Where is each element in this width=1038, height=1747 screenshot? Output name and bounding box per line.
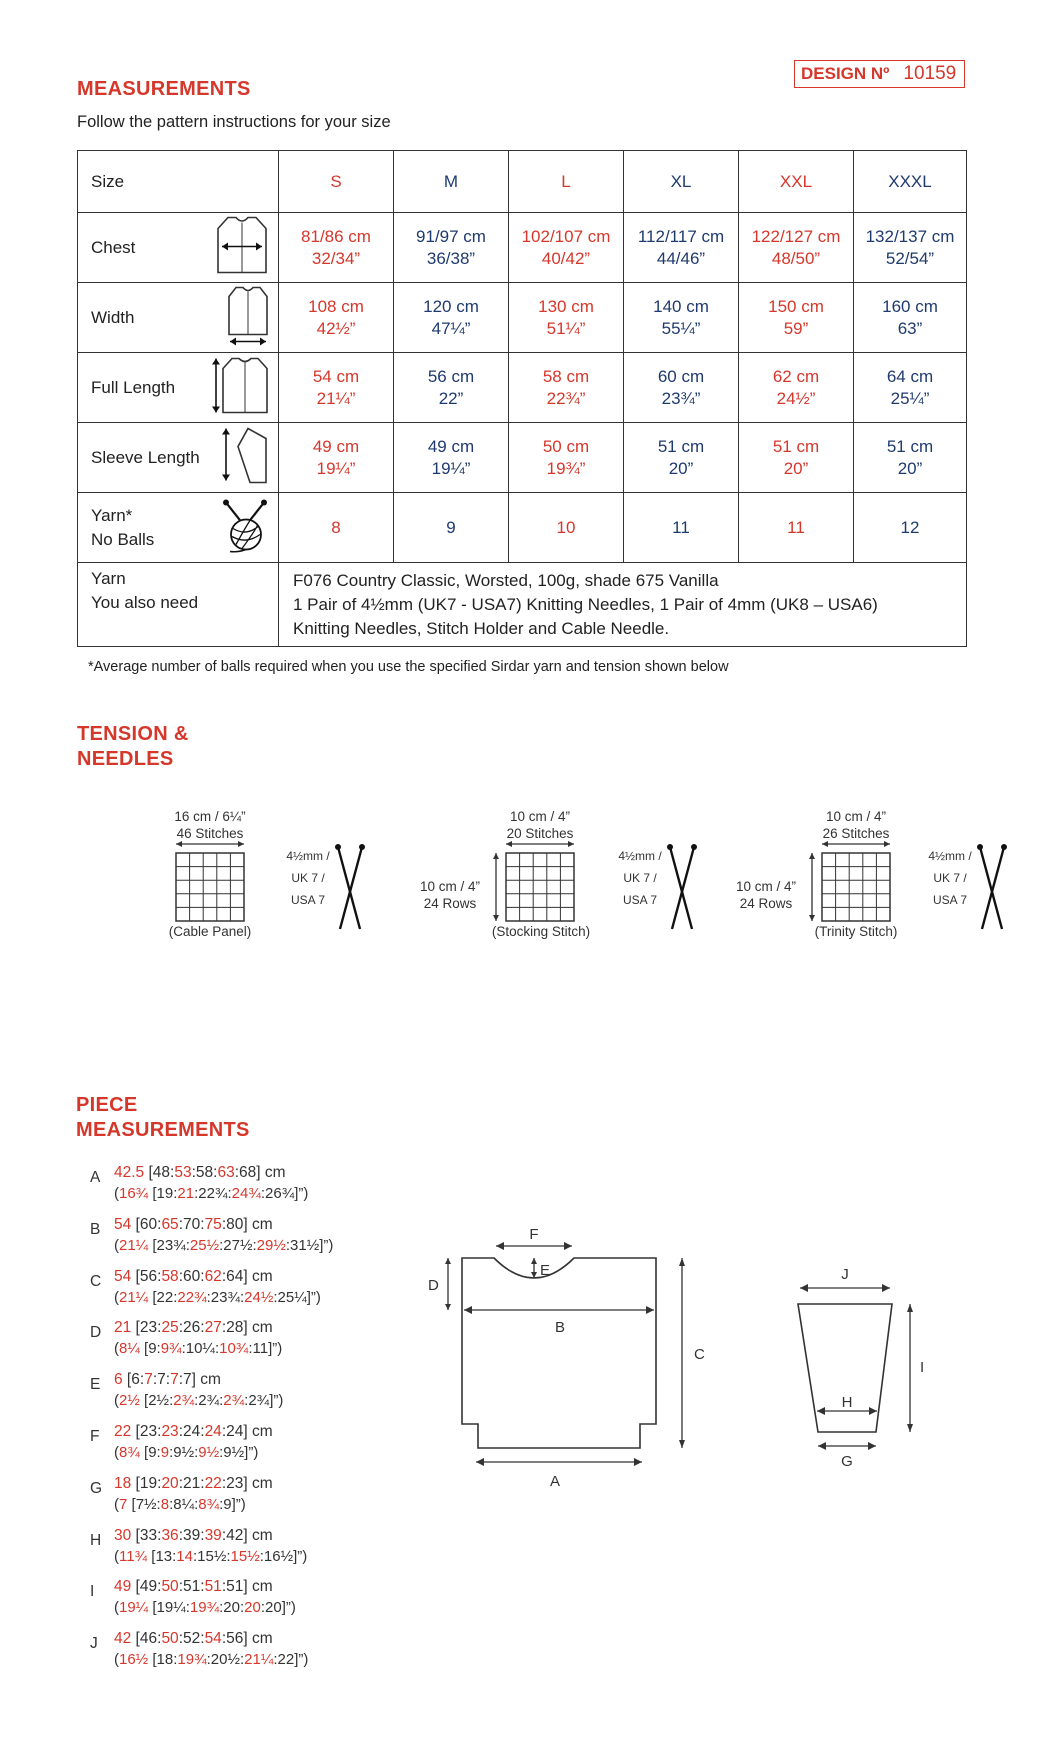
width-l: 130 cm 51¼” <box>509 283 624 353</box>
piece-cm-values: 6 [6:7:7:7:7] cm <box>114 1371 221 1389</box>
sleeve-length-row <box>78 423 967 493</box>
size-label: Size <box>78 151 279 213</box>
chest-l: 102/107 cm 40/42” <box>509 213 624 283</box>
piece-inch-values: (21¼ [22:22¾:23¾:24½:25¼]”) <box>114 1288 321 1306</box>
label-J: J <box>841 1266 849 1283</box>
size-s: S <box>279 151 394 213</box>
swatch-stocking-caption: (Stocking Stitch) <box>491 924 591 939</box>
sleeve-garment-icon <box>220 424 270 491</box>
chest-label: Chest <box>78 213 279 283</box>
body-piece-diagram <box>420 1226 720 1516</box>
swatch-trinity-side-label: 10 cm / 4” 24 Rows <box>735 879 797 911</box>
piece-cm-values: 30 [33:36:39:39:42] cm <box>114 1526 273 1544</box>
piece-measurement-d <box>90 1318 410 1370</box>
swatch-cable-top-label: 16 cm / 6¼” 46 Stitches <box>174 809 246 841</box>
swatch-trinity-grid <box>806 841 896 933</box>
balls-s: 8 <box>279 493 394 563</box>
piece-letter: J <box>90 1635 98 1653</box>
piece-measurement-g <box>90 1474 410 1526</box>
piece-letter: H <box>90 1531 102 1549</box>
piece-inch-values: (21¼ [23¾:25½:27½:29½:31½]”) <box>114 1236 334 1254</box>
piece-measurement-h <box>90 1526 410 1578</box>
width-m: 120 cm 47¼” <box>394 283 509 353</box>
measurements-subtitle: Follow the pattern instructions for your size <box>77 113 391 131</box>
swatch-trinity-top-label: 10 cm / 4” 26 Stitches <box>822 809 890 841</box>
swatch-cable-grid <box>170 841 250 933</box>
piece-inch-values: (16½ [18:19¾:20½:21¼:22]”) <box>114 1651 309 1669</box>
piece-letter: C <box>90 1272 102 1290</box>
label-C: C <box>694 1346 705 1363</box>
piece-cm-values: 42.5 [48:53:58:63:68] cm <box>114 1164 286 1181</box>
piece-cm-values: 54 [56:58:60:62:64] cm <box>114 1267 273 1285</box>
design-number: 10159 <box>903 63 957 84</box>
piece-cm-values: 22 [23:23:24:24:24] cm <box>114 1422 273 1440</box>
piece-measurement-f <box>90 1422 410 1474</box>
chest-xxxl: 132/137 cm 52/54” <box>854 213 967 283</box>
measurements-table <box>77 150 967 647</box>
design-number-box <box>794 60 965 88</box>
piece-letter: A <box>90 1169 101 1186</box>
balls-xxxl: 12 <box>854 493 967 563</box>
piece-measurement-c <box>90 1267 410 1319</box>
swatch-stocking-grid <box>490 841 580 933</box>
sleeve-length-m: 49 cm 19¼” <box>394 423 509 493</box>
label-B: B <box>554 1319 566 1336</box>
piece-inch-values: (8¾ [9:9:9½:9½:9½]”) <box>114 1443 259 1461</box>
piece-cm-values: 42 [46:50:52:54:56] cm <box>114 1630 273 1648</box>
needle-size-3: 4½mm / UK 7 / USA 7 <box>928 849 972 907</box>
piece-inch-values: (8¼ [9:9¾:10¼:10¾:11]”) <box>114 1340 283 1358</box>
label-D: D <box>428 1277 439 1294</box>
chest-row <box>78 213 967 283</box>
piece-letter: B <box>90 1220 101 1238</box>
sleeve-piece-diagram <box>780 1252 940 1512</box>
width-xl: 140 cm 55¼” <box>624 283 739 353</box>
label-E: E <box>540 1262 551 1279</box>
balls-xl: 11 <box>624 493 739 563</box>
piece-letter: G <box>90 1479 103 1497</box>
piece-letter: I <box>90 1583 95 1601</box>
chest-garment-icon <box>214 214 270 281</box>
width-label: Width <box>78 283 279 353</box>
design-label: DESIGN Nº <box>801 64 890 83</box>
size-xxl: XXL <box>739 151 854 213</box>
width-xxl: 150 cm 59” <box>739 283 854 353</box>
sleeve-length-l: 50 cm 19¾” <box>509 423 624 493</box>
full-length-label: Full Length <box>78 353 279 423</box>
piece-cm-values: 49 [49:50:51:51:51] cm <box>114 1578 273 1596</box>
piece-measurement-a <box>90 1163 410 1215</box>
yarn-info-label: Yarn You also need <box>78 563 279 647</box>
width-row <box>78 283 967 353</box>
piece-measurement-e <box>90 1370 410 1422</box>
balls-xxl: 11 <box>739 493 854 563</box>
balls-footnote: *Average number of balls required when you use the specified Sirdar yarn and tension shown below <box>88 659 729 675</box>
balls-m: 9 <box>394 493 509 563</box>
needles-icon <box>666 843 698 933</box>
width-xxxl: 160 cm 63” <box>854 283 967 353</box>
yarn-balls-row <box>78 493 967 563</box>
sleeve-length-xxl: 51 cm 20” <box>739 423 854 493</box>
label-G: G <box>841 1453 853 1470</box>
piece-cm-values: 21 [23:25:26:27:28] cm <box>114 1319 273 1337</box>
size-l: L <box>509 151 624 213</box>
label-A: A <box>549 1473 561 1490</box>
chest-xxl: 122/127 cm 48/50” <box>739 213 854 283</box>
size-m: M <box>394 151 509 213</box>
full-length-xxl: 62 cm 24½” <box>739 353 854 423</box>
size-header-row <box>78 151 967 213</box>
piece-letter: F <box>90 1427 100 1445</box>
label-F: F <box>529 1226 539 1243</box>
needles-icon <box>976 843 1008 933</box>
full-length-l: 58 cm 22¾” <box>509 353 624 423</box>
piece-inch-values: (16¾ [19:21:22¾:24¾:26¾]”) <box>114 1185 309 1202</box>
piece-inch-values: (7 [7½:8:8¼:8¾:9]”) <box>114 1495 246 1513</box>
tension-title: TENSION & NEEDLES <box>77 723 189 770</box>
needle-size-1: 4½mm / UK 7 / USA 7 <box>286 849 330 907</box>
piece-inch-values: (2½ [2½:2¾:2¾:2¾:2¾]”) <box>114 1392 284 1410</box>
measurements-title: MEASUREMENTS <box>77 78 251 100</box>
sleeve-length-label: Sleeve Length <box>78 423 279 493</box>
swatch-trinity-caption: (Trinity Stitch) <box>814 924 898 939</box>
sleeve-length-s: 49 cm 19¼” <box>279 423 394 493</box>
chest-s: 81/86 cm 32/34” <box>279 213 394 283</box>
balls-l: 10 <box>509 493 624 563</box>
needles-icon <box>334 843 366 933</box>
swatch-cable-caption: (Cable Panel) <box>168 924 252 939</box>
needle-size-2: 4½mm / UK 7 / USA 7 <box>618 849 662 907</box>
size-xl: XL <box>624 151 739 213</box>
swatch-stocking-top-label: 10 cm / 4” 20 Stitches <box>506 809 574 841</box>
full-length-s: 54 cm 21¼” <box>279 353 394 423</box>
full-length-xl: 60 cm 23¾” <box>624 353 739 423</box>
piece-measurement-i <box>90 1577 410 1629</box>
sleeve-length-xxxl: 51 cm 20” <box>854 423 967 493</box>
piece-inch-values: (19¼ [19¼:19¾:20:20:20]”) <box>114 1599 296 1617</box>
yarn-balls-label: Yarn* No Balls <box>78 493 279 563</box>
piece-measurements-title: PIECE MEASUREMENTS <box>76 1094 250 1141</box>
size-xxxl: XXXL <box>854 151 967 213</box>
yarn-info-row <box>78 563 967 647</box>
piece-measurement-j <box>90 1629 410 1681</box>
label-I: I <box>920 1359 925 1376</box>
piece-cm-values: 54 [60:65:70:75:80] cm <box>114 1215 273 1233</box>
chest-m: 91/97 cm 36/38” <box>394 213 509 283</box>
width-s: 108 cm 42½” <box>279 283 394 353</box>
length-garment-icon <box>210 354 270 421</box>
label-H: H <box>841 1394 853 1411</box>
sleeve-length-xl: 51 cm 20” <box>624 423 739 493</box>
swatch-stocking-side-label: 10 cm / 4” 24 Rows <box>419 879 481 911</box>
piece-letter: D <box>90 1324 102 1342</box>
yarn-ball-icon <box>220 496 270 559</box>
full-length-row <box>78 353 967 423</box>
piece-letter: E <box>90 1376 101 1394</box>
piece-measurements-list <box>90 1163 410 1681</box>
full-length-m: 56 cm 22” <box>394 353 509 423</box>
width-garment-icon <box>226 284 270 351</box>
piece-measurement-b <box>90 1215 410 1267</box>
piece-cm-values: 18 [19:20:21:22:23] cm <box>114 1474 273 1492</box>
chest-xl: 112/117 cm 44/46” <box>624 213 739 283</box>
full-length-xxxl: 64 cm 25¼” <box>854 353 967 423</box>
yarn-info-text: F076 Country Classic, Worsted, 100g, shade 675 Vanilla 1 Pair of 4½mm (UK7 - USA7) Knitting Needles, 1 Pair of 4mm (UK8 – USA6) Knitting Needles, Stitch Holder and Cable Needle. <box>279 563 967 647</box>
piece-inch-values: (11¾ [13:14:15½:15½:16½]”) <box>114 1547 308 1565</box>
